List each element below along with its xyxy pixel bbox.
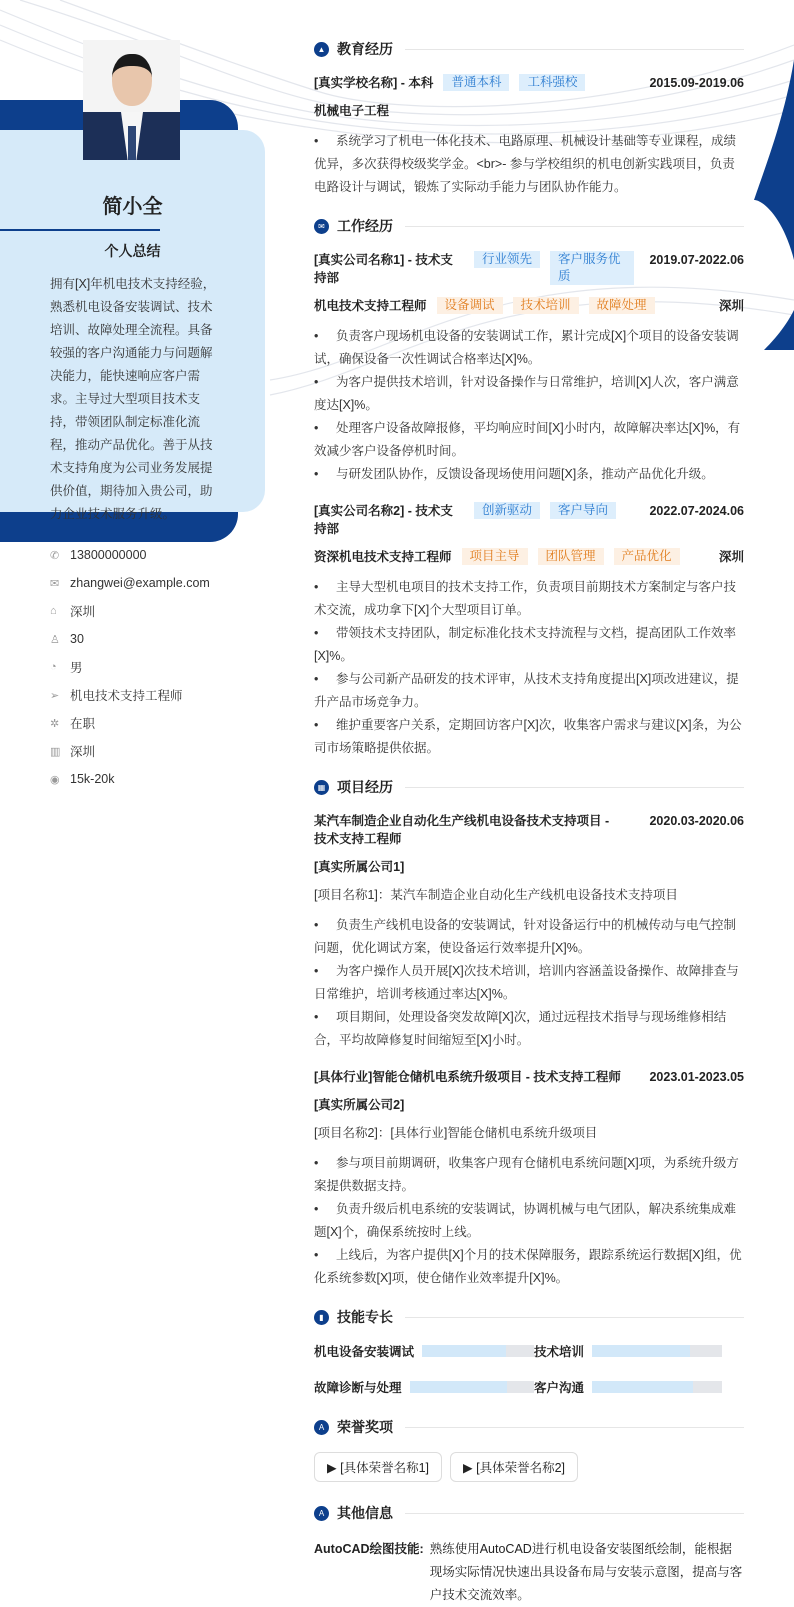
award-icon: A: [314, 1420, 329, 1435]
job-role-row: [314, 548, 744, 566]
section-title: 项目经历: [337, 779, 393, 795]
avatar-photo: [83, 40, 180, 160]
mail-icon: ✉: [50, 577, 60, 590]
skill-name: 机电设备安装调试: [314, 1345, 415, 1359]
bullet: • 参与项目前期调研，收集客户现有仓储机电系统问题[X]项，为系统升级方案提供数据支持。: [314, 1152, 744, 1198]
play-icon: ▶: [463, 1461, 477, 1475]
section-work: [314, 215, 744, 237]
skill-name: 技术培训: [534, 1345, 585, 1359]
bullet: • 处理客户设备故障报修，平均响应时间[X]小时内，故障解决率达[X]%，有效减少客户设备停机时间。: [314, 417, 744, 463]
skill-tag: 设备调试: [437, 297, 503, 314]
major: 机械电子工程: [314, 104, 390, 118]
bullet: • 负责客户现场机电设备的安装调试工作，累计完成[X]个项目的设备安装调试，确保设备一次性调试合格率达[X]%。: [314, 325, 744, 371]
skill-bar-fill: [592, 1345, 690, 1357]
skill-bar: [592, 1345, 722, 1357]
bullet: • 项目期间，处理设备突发故障[X]次，通过远程技术指导与现场维修相结合，平均故障修复时间缩短至[X]小时。: [314, 1006, 744, 1052]
contact-item: [50, 597, 210, 625]
section-honors: [314, 1416, 744, 1438]
summary-text: 拥有[X]年机电技术支持经验，熟悉机电设备安装调试、技术培训、故障处理全流程。具备较强的客户沟通能力与问题解决能力，能快速响应客户需求。主导过大型项目技术支持，带领团队制定标准化流程，推动产品优化。善于从技术支持角度为公司业务发展提供价值，期待加入贵公司，助力企业技术服务升级。: [50, 277, 216, 521]
home-icon: ⌂: [50, 605, 57, 617]
bullet: • 负责生产线机电设备的安装调试，针对设备运行中的机械传动与电气控制问题，优化调试方案，使设备运行效率提升[X]%。: [314, 914, 744, 960]
chart-icon: ▮: [314, 1310, 329, 1325]
right-decoration-shape: [754, 60, 794, 350]
job-header: [314, 502, 744, 538]
bullet: • 为客户提供技术培训，针对设备操作与日常维护，培训[X]人次，客户满意度达[X]%。: [314, 371, 744, 417]
bullet: • 上线后，为客户提供[X]个月的技术保障服务，跟踪系统运行数据[X]组，优化系统参数[X]项，使仓储作业效率提升[X]%。: [314, 1244, 744, 1290]
project-title: [具体行业]智能仓储机电系统升级项目 - 技术支持工程师: [314, 1070, 621, 1084]
project-name: [项目名称2]：[具体行业]智能仓储机电系统升级项目: [314, 1126, 598, 1140]
play-icon: ▶: [327, 1461, 341, 1475]
role: 机电技术支持工程师: [314, 299, 427, 313]
contact-text: 深圳: [70, 745, 96, 759]
honor-name: [具体荣誉名称1]: [340, 1461, 429, 1475]
date: 2019.07-2022.06: [649, 253, 744, 267]
tag: 创新驱动: [474, 502, 540, 519]
bullet: • 负责升级后机电系统的安装调试，协调机械与电气团队，解决系统集成难题[X]个，确保系统按时上线。: [314, 1198, 744, 1244]
project-header: [314, 1068, 744, 1086]
bullet-list: [314, 914, 744, 1052]
grid-icon: ▦: [314, 780, 329, 795]
main-content: [314, 38, 744, 1607]
skill-tag: 故障处理: [589, 297, 655, 314]
project-company: [真实所属公司1]: [314, 860, 405, 874]
skill-bar-fill: [410, 1381, 507, 1393]
spacer: [314, 486, 744, 502]
skill-item: [534, 1378, 744, 1396]
skill-name: 客户沟通: [534, 1381, 585, 1395]
contact-text: 机电技术支持工程师: [70, 689, 183, 703]
other-text: 熟练使用AutoCAD进行机电设备安装图纸绘制，能根据现场实际情况快速出具设备布局与安装示意图，提高与客户技术交流效率。: [429, 1542, 743, 1602]
skill-item: [314, 1378, 534, 1396]
project-title: 某汽车制造企业自动化生产线机电设备技术支持项目 - 技术支持工程师: [314, 814, 610, 846]
job-header: [314, 251, 744, 287]
tag: 行业领先: [474, 251, 540, 268]
contact-text: zhangwei@example.com: [70, 576, 210, 590]
section-title: 荣誉奖项: [337, 1419, 393, 1435]
name-divider: [0, 229, 160, 231]
bullet: • 主导大型机电项目的技术支持工作，负责项目前期技术方案制定与客户技术交流，成功拿下[X]个大型项目订单。: [314, 576, 744, 622]
date: 2023.01-2023.05: [649, 1070, 744, 1084]
bullet-list: [314, 576, 744, 760]
contact-text: 男: [70, 661, 83, 675]
honor-name: [具体荣誉名称2]: [476, 1461, 565, 1475]
honor-item[interactable]: [314, 1452, 442, 1482]
contact-text: 深圳: [70, 605, 96, 619]
skill-item: [534, 1342, 744, 1360]
project-name: [项目名称1]：某汽车制造企业自动化生产线机电设备技术支持项目: [314, 888, 678, 902]
contact-text: 15k-20k: [70, 772, 115, 786]
bullet: • 带领技术支持团队，制定标准化技术支持流程与文档，提高团队工作效率[X]%。: [314, 622, 744, 668]
contact-list: [50, 541, 210, 793]
bullet: • 为客户操作人员开展[X]次技术培训，培训内容涵盖设备操作、故障排查与日常维护，培训考核通过率达[X]%。: [314, 960, 744, 1006]
contact-item: [50, 681, 210, 709]
skill-bar-fill: [592, 1381, 693, 1393]
tag: 客户服务优质: [550, 251, 634, 285]
info-icon: A: [314, 1506, 329, 1521]
contact-text: 13800000000: [70, 548, 147, 562]
contact-item: [50, 765, 210, 793]
skill-tag: 产品优化: [614, 548, 680, 565]
contact-item: [50, 653, 210, 681]
job-role-row: [314, 297, 744, 315]
bullet: • 维护重要客户关系，定期回访客户[X]次，收集客户需求与建议[X]条，为公司市场策略提供依据。: [314, 714, 744, 760]
salary-icon: ◉: [50, 773, 60, 786]
bullet-list: [314, 1152, 744, 1290]
skill-item: [314, 1342, 534, 1360]
tag: 工科强校: [519, 74, 585, 91]
age-icon: ♙: [50, 633, 60, 646]
section-title: 技能专长: [337, 1309, 393, 1325]
briefcase-icon: ✉: [314, 219, 329, 234]
candidate-name: 简小全: [102, 196, 163, 218]
spacer: [314, 760, 744, 776]
bullet: • 系统学习了机电一体化技术、电路原理、机械设计基础等专业课程，成绩优异，多次获得校级奖学金。<br>- 参与学校组织的机电创新实践项目，负责电路设计与调试，锻炼了实际动手能力与团队协作能力。: [314, 130, 744, 199]
tag: 普通本科: [443, 74, 509, 91]
spacer: [314, 1290, 744, 1306]
section-education: [314, 38, 744, 60]
skill-bar: [592, 1381, 722, 1393]
skill-bar: [422, 1345, 534, 1357]
school-name: [真实学校名称] - 本科: [314, 76, 434, 90]
building-icon: ▥: [50, 745, 61, 758]
other-label: AutoCAD绘图技能:: [314, 1542, 424, 1556]
status-icon: ✲: [50, 717, 60, 730]
contact-item: [50, 709, 210, 737]
tag: 客户导向: [550, 502, 616, 519]
date: 2015.09-2019.06: [649, 76, 744, 90]
role: 资深机电技术支持工程师: [314, 550, 452, 564]
section-title: 工作经历: [337, 218, 393, 234]
gender-icon: ◔: [50, 661, 57, 673]
date: 2020.03-2020.06: [649, 814, 744, 828]
contact-item: [50, 541, 210, 569]
summary-title: 个人总结: [104, 243, 161, 259]
graduation-cap-icon: ▲: [314, 42, 329, 57]
skill-tag: 团队管理: [538, 548, 604, 565]
city: 深圳: [718, 299, 744, 313]
section-skills: [314, 1306, 744, 1328]
skill-name: 故障诊断与处理: [314, 1381, 402, 1395]
skill-tag: 项目主导: [462, 548, 528, 565]
section-projects: [314, 776, 744, 798]
skill-bar: [410, 1381, 534, 1393]
contact-item: [50, 625, 210, 653]
send-icon: ➢: [50, 689, 60, 702]
contact-item: [50, 569, 210, 597]
phone-icon: ✆: [50, 549, 60, 562]
bullet: • 参与公司新产品研发的技术评审，从技术支持角度提出[X]项改进建议，提升产品市场竞争力。: [314, 668, 744, 714]
contact-text: 30: [70, 632, 84, 646]
company-name: [真实公司名称2] - 技术支持部: [314, 504, 453, 536]
date: 2022.07-2024.06: [649, 504, 744, 518]
bullet-list: [314, 325, 744, 486]
bullet: • 与研发团队协作，反馈设备现场使用问题[X]条，推动产品优化升级。: [314, 463, 744, 486]
section-title: 教育经历: [337, 41, 393, 57]
skill-bar-fill: [422, 1345, 506, 1357]
company-name: [真实公司名称1] - 技术支持部: [314, 253, 453, 285]
project-header: [314, 812, 744, 848]
section-other: [314, 1502, 744, 1524]
spacer: [314, 1052, 744, 1068]
honor-item[interactable]: [450, 1452, 578, 1482]
city: 深圳: [718, 550, 744, 564]
contact-item: [50, 737, 210, 765]
project-company: [真实所属公司2]: [314, 1098, 405, 1112]
contact-text: 在职: [70, 717, 96, 731]
skill-tag: 技术培训: [513, 297, 579, 314]
section-title: 其他信息: [337, 1505, 393, 1521]
